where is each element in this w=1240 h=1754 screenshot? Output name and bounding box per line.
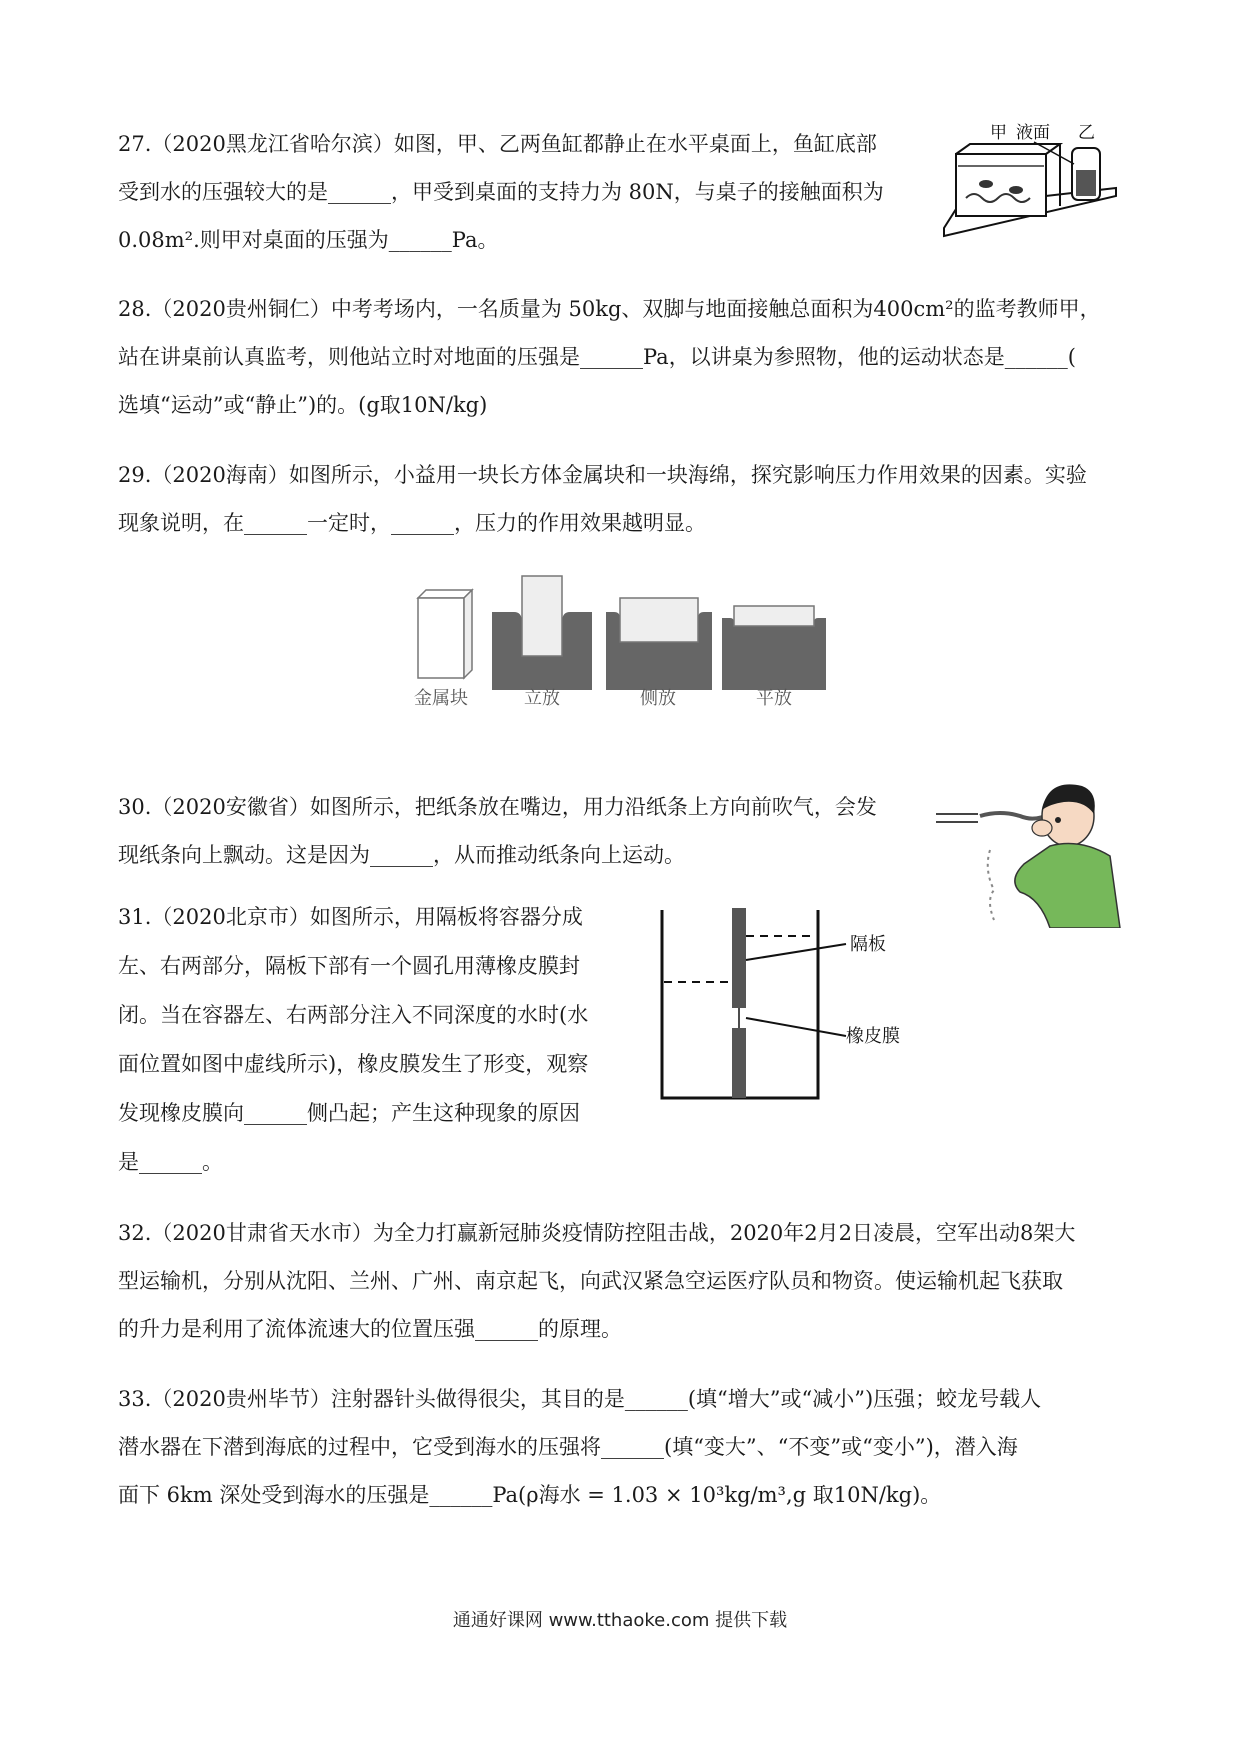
q32-line-3: 的升力是利用了流体流速大的位置压强______的原理。 bbox=[118, 1317, 622, 1341]
q31-line-2: 左、右两部分，隔板下部有一个圆孔用薄橡皮膜封 bbox=[118, 954, 580, 978]
q31-line-5: 发现橡皮膜向______侧凸起；产生这种现象的原因 bbox=[118, 1101, 580, 1125]
q33-line-2: 潜水器在下潜到海底的过程中，它受到海水的压强将______(填“变大”、“不变”或“变小”)，潜入海 bbox=[118, 1435, 1018, 1459]
q32-line-2: 型运输机，分别从沈阳、兰州、广州、南京起飞，向武汉紧急空运医疗队员和物资。使运输机起飞获取 bbox=[118, 1269, 1063, 1293]
label-flat: 平放 bbox=[756, 688, 792, 709]
fig-label-yi: 乙 bbox=[1078, 123, 1095, 143]
q31-line-3: 闭。当在容器左、右两部分注入不同深度的水时(水 bbox=[118, 1003, 589, 1027]
q31-line-6: 是______。 bbox=[118, 1150, 223, 1174]
q29-line-1: 29.（2020海南）如图所示，小益用一块长方体金属块和一块海绵，探究影响压力作用效果的因素。实验 bbox=[118, 463, 1087, 487]
q29-line-2: 现象说明，在______一定时，______，压力的作用效果越明显。 bbox=[118, 511, 706, 535]
label-membrane: 橡皮膜 bbox=[846, 1026, 900, 1047]
fig-label-jia: 甲 bbox=[990, 123, 1007, 143]
q30-line-2: 现纸条向上飘动。这是因为______，从而推动纸条向上运动。 bbox=[118, 843, 685, 867]
q27-line-1: 27.（2020黑龙江省哈尔滨）如图，甲、乙两鱼缸都静止在水平桌面上，鱼缸底部 bbox=[118, 132, 877, 156]
q28-line-2: 站在讲桌前认真监考，则他站立时对地面的压强是______Pa，以讲桌为参照物，他的运动状态是______( bbox=[118, 345, 1076, 369]
q28-line-1: 28.（2020贵州铜仁）中考考场内，一名质量为 50kg、双脚与地面接触总面积为400cm²的监考教师甲， bbox=[118, 297, 1101, 321]
q33-line-1: 33.（2020贵州毕节）注射器针头做得很尖，其目的是______(填“增大”或“减小”)压强；蛟龙号载人 bbox=[118, 1387, 1042, 1411]
label-side: 侧放 bbox=[640, 688, 676, 709]
fish-tank-figure bbox=[936, 118, 1126, 244]
q27-line-3: 0.08m².则甲对桌面的压强为______Pa。 bbox=[118, 228, 499, 252]
q33-line-3: 面下 6km 深处受到海水的压强是______Pa(ρ海水 = 1.03 × 10³kg/m³,g 取10N/kg)。 bbox=[118, 1483, 942, 1507]
boy-blowing-paper-figure bbox=[930, 780, 1122, 928]
q31-line-1: 31.（2020北京市）如图所示，用隔板将容器分成 bbox=[118, 905, 583, 929]
q32-line-1: 32.（2020甘肃省天水市）为全力打赢新冠肺炎疫情防控阻击战，2020年2月2日凌晨，空军出动8架大 bbox=[118, 1221, 1076, 1245]
page-footer: 通通好课网 www.tthaoke.com 提供下载 bbox=[452, 1610, 788, 1631]
container-partition-figure bbox=[650, 900, 920, 1110]
q27-line-2: 受到水的压强较大的是______，甲受到桌面的支持力为 80N，与桌子的接触面积为 bbox=[118, 180, 884, 204]
label-partition: 隔板 bbox=[850, 934, 886, 955]
label-metal-block: 金属块 bbox=[414, 688, 468, 709]
fig-label-yemian: 液面 bbox=[1016, 123, 1050, 143]
q30-line-1: 30.（2020安徽省）如图所示，把纸条放在嘴边，用力沿纸条上方向前吹气，会发 bbox=[118, 795, 877, 819]
q28-line-3: 选填“运动”或“静止”)的。(g取10N/kg) bbox=[118, 393, 488, 417]
q31-line-4: 面位置如图中虚线所示)，橡皮膜发生了形变，观察 bbox=[118, 1052, 589, 1076]
metal-block-sponge-figure bbox=[410, 568, 840, 710]
label-upright: 立放 bbox=[524, 688, 560, 709]
